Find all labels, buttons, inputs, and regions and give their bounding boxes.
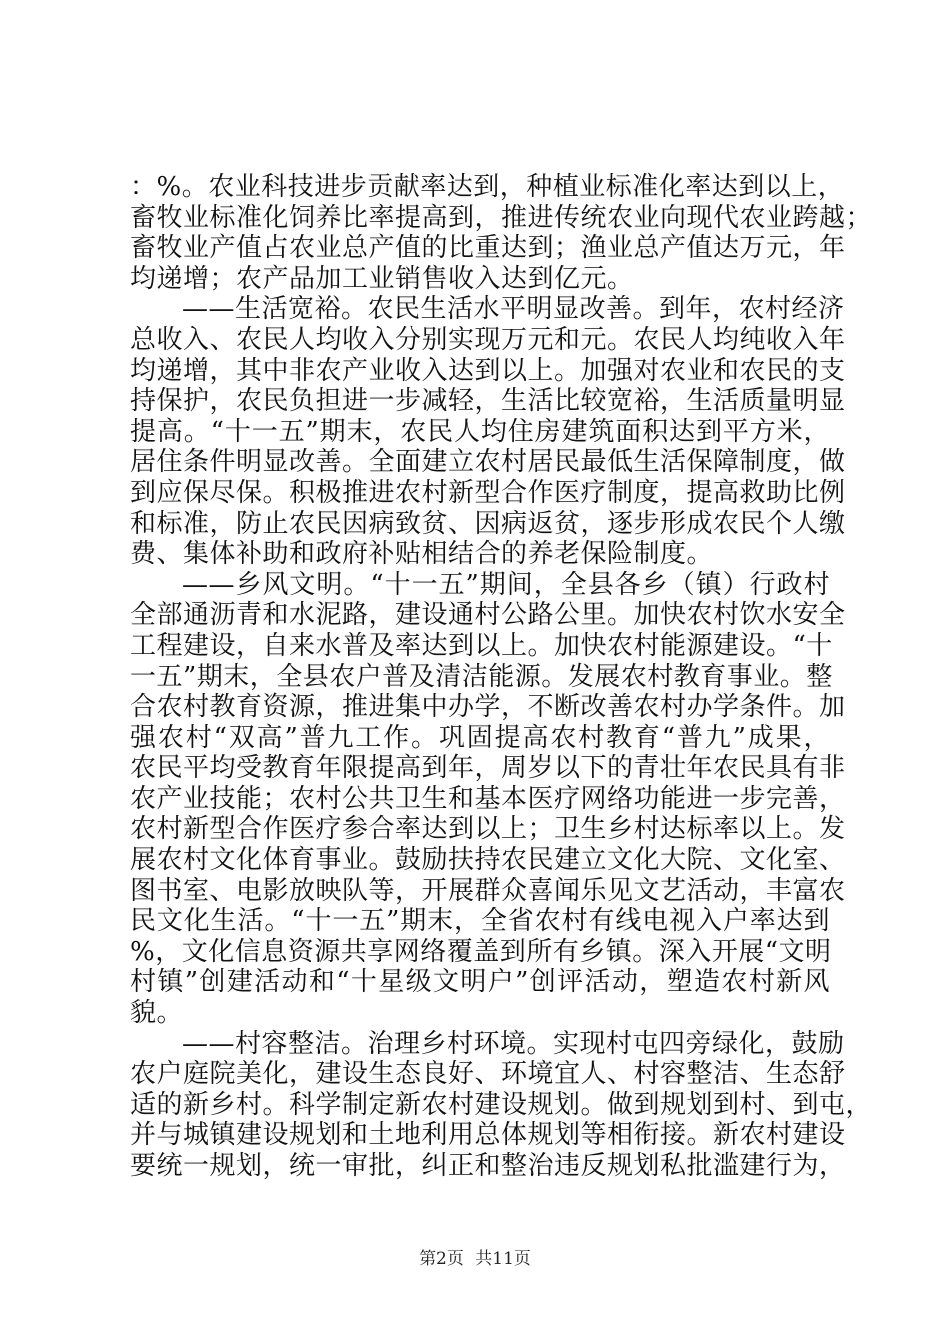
text-line: 合农村教育资源，推进集中办学，不断改善农村办学条件。加 (130, 692, 846, 723)
text-line: 村镇”创建活动和“十星级文明户”创评活动，塑造农村新风 (130, 967, 830, 998)
text-line: 貌。 (130, 998, 184, 1029)
text-line: 均递增；农产品加工业销售收入达到亿元。 (130, 263, 634, 294)
text-line: 适的新乡村。科学制定新农村建设规划。做到规划到村、到屯， (130, 1089, 873, 1120)
text-line: 一五”期末，全县农户普及清洁能源。发展农村教育事业。整 (130, 661, 833, 692)
body-text (130, 172, 873, 1182)
text-line: 持保护，农民负担进一步减轻，生活比较宽裕，生活质量明显 (130, 386, 846, 417)
text-line: 展农村文化体育事业。鼓励扶持农民建立文化大院、文化室、 (130, 845, 846, 876)
page-footer (0, 1244, 950, 1269)
text-line: 全部通沥青和水泥路，建设通村公路公里。加快农村饮水安全 (130, 600, 846, 631)
text-line: 民文化生活。“十一五”期末，全省农村有线电视入户率达到 (130, 906, 830, 937)
text-line: 总收入、农民人均收入分别实现万元和元。农民人均纯收入年 (130, 324, 846, 355)
text-line: 均递增，其中非农产业收入达到以上。加强对农业和农民的支 (130, 355, 846, 386)
text-line: 费、集体补助和政府补贴相结合的养老保险制度。 (130, 539, 714, 570)
text-line: ：%。农业科技进步贡献率达到，种植业标准化率达到以上， (130, 172, 845, 202)
text-line: 农户庭院美化，建设生态良好、环境宜人、村容整洁、生态舒 (130, 1059, 846, 1090)
page-total: 共11页 (475, 1249, 531, 1269)
text-line: 提高。“十一五”期末，农民人均住房建筑面积达到平方米， (130, 416, 830, 447)
text-line: 工程建设，自来水普及率达到以上。加快农村能源建设。“十 (130, 630, 833, 661)
text-line: ——村容整洁。治理乡村环境。实现村屯四旁绿化，鼓励 (182, 1028, 845, 1059)
text-line: 并与城镇建设规划和土地利用总体规划等相衔接。新农村建设 (130, 1120, 846, 1151)
text-line: 要统一规划，统一审批，纠正和整治违反规划私批滥建行为， (130, 1151, 846, 1181)
text-line: 畜牧业产值占农业总产值的比重达到；渔业总产值达万元，年 (130, 233, 846, 264)
text-line: 畜牧业标准化饲养比率提高到，推进传统农业向现代农业跨越； (130, 202, 873, 233)
text-line: 强农村“双高”普九工作。巩固提高农村教育“普九”成果， (130, 722, 830, 753)
text-line: 农产业技能；农村公共卫生和基本医疗网络功能进一步完善， (130, 783, 846, 814)
text-line: ——生活宽裕。农民生活水平明显改善。到年，农村经济 (182, 294, 845, 325)
text-line: %，文化信息资源共享网络覆盖到所有乡镇。深入开展“文明 (130, 936, 832, 967)
text-line: 农村新型合作医疗参合率达到以上；卫生乡村达标率以上。发 (130, 814, 846, 845)
text-line: 农民平均受教育年限提高到年，周岁以下的青壮年农民具有非 (130, 753, 846, 784)
text-line: 到应保尽保。积极推进农村新型合作医疗制度，提高救助比例 (130, 477, 846, 508)
text-line: 图书室、电影放映队等，开展群众喜闻乐见文艺活动，丰富农 (130, 875, 846, 906)
text-line: 居住条件明显改善。全面建立农村居民最低生活保障制度，做 (130, 447, 846, 478)
text-line: ——乡风文明。“十一五”期间，全县各乡（镇）行政村 (182, 569, 830, 600)
page-number: 第2页 (419, 1249, 464, 1269)
text-line: 和标准，防止农民因病致贫、因病返贫，逐步形成农民个人缴 (130, 508, 846, 539)
